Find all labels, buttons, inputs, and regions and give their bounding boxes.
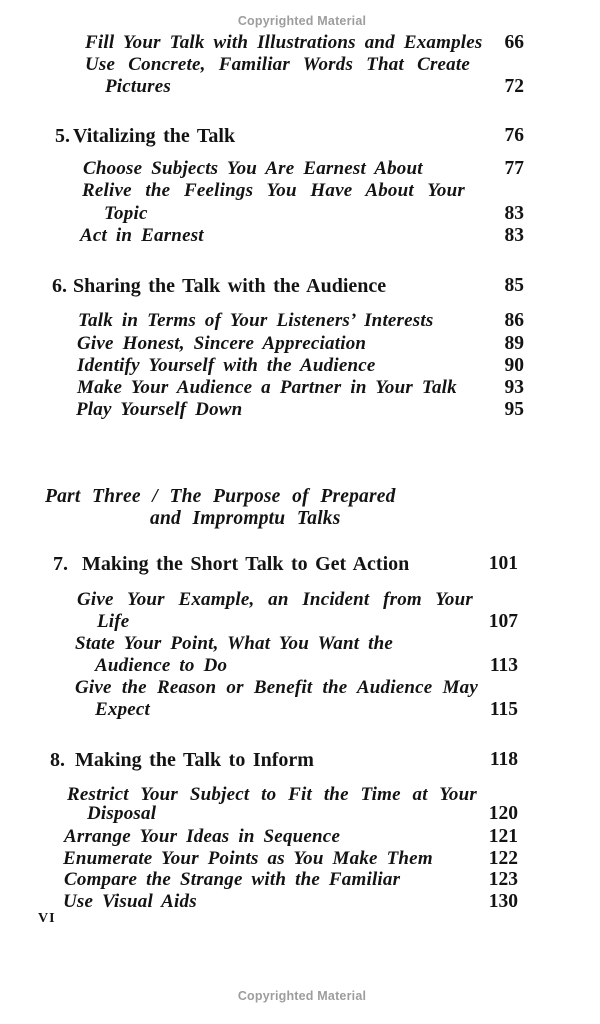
page-number: 121	[488, 826, 518, 847]
page-number: 120	[488, 803, 518, 824]
toc-entry: Give the Reason or Benefit the Audience May	[75, 677, 478, 698]
toc-entry: Compare the Strange with the Familiar	[64, 869, 401, 890]
page-number: 95	[504, 399, 524, 420]
page-number: 101	[488, 553, 518, 574]
copyright-watermark-bottom: Copyrighted Material	[237, 989, 367, 1003]
page-number: 113	[489, 655, 518, 676]
toc-entry: Act in Earnest	[80, 225, 204, 246]
page-number: 72	[504, 76, 524, 97]
toc-entry-continuation: Topic	[104, 203, 148, 224]
toc-entry: Give Your Example, an Incident from Your	[77, 589, 473, 610]
page-number: 130	[488, 891, 518, 912]
toc-entry: State Your Point, What You Want the	[75, 633, 394, 654]
toc-entry: Make Your Audience a Partner in Your Talk	[77, 377, 457, 398]
toc-entry: Fill Your Talk with Illustrations and Examples	[85, 32, 483, 53]
chapter-number: 8.	[50, 749, 65, 771]
chapter-title: Making the Talk to Inform	[75, 749, 314, 771]
page-number: 76	[504, 125, 524, 146]
toc-entry-continuation: Disposal	[87, 803, 157, 824]
page-number: 83	[504, 225, 524, 246]
toc-entry: Identify Yourself with the Audience	[77, 355, 376, 376]
part-heading-line1: Part Three / The Purpose of Prepared	[45, 486, 396, 507]
toc-entry-continuation: Expect	[95, 699, 151, 720]
toc-entry: Use Concrete, Familiar Words That Create	[85, 54, 470, 75]
toc-entry-continuation: Life	[97, 611, 130, 632]
page-number: 122	[488, 848, 518, 869]
page-folio: VI	[38, 911, 56, 926]
toc-entry: Give Honest, Sincere Appreciation	[77, 333, 367, 354]
part-heading-line2: and Impromptu Talks	[150, 508, 341, 529]
toc-entry: Enumerate Your Points as You Make Them	[63, 848, 433, 869]
toc-entry: Arrange Your Ideas in Sequence	[64, 826, 341, 847]
page-number: 66	[504, 32, 524, 53]
page-number: 93	[504, 377, 524, 398]
page-number: 77	[504, 158, 524, 179]
toc-entry: Play Yourself Down	[76, 399, 243, 420]
toc-entry: Use Visual Aids	[63, 891, 197, 912]
page-number: 83	[504, 203, 524, 224]
chapter-title: Making the Short Talk to Get Action	[82, 553, 410, 575]
page-number: 115	[489, 699, 518, 720]
page-number: 86	[504, 310, 524, 331]
page-number: 123	[488, 869, 518, 890]
toc-entry-continuation: Audience to Do	[95, 655, 228, 676]
page-number: 107	[488, 611, 518, 632]
chapter-title: Sharing the Talk with the Audience	[73, 275, 387, 297]
chapter-number: 6.	[52, 275, 67, 297]
toc-entry: Choose Subjects You Are Earnest About	[83, 158, 423, 179]
page-number: 89	[504, 333, 524, 354]
copyright-watermark-top: Copyrighted Material	[237, 14, 367, 28]
toc-entry: Restrict Your Subject to Fit the Time at Your	[67, 784, 477, 805]
chapter-number: 5.	[55, 125, 70, 147]
chapter-number: 7.	[53, 553, 68, 575]
toc-entry: Talk in Terms of Your Listeners’ Interests	[78, 310, 434, 331]
toc-entry: Relive the Feelings You Have About Your	[82, 180, 465, 201]
page-number: 118	[489, 749, 518, 770]
page-number: 85	[504, 275, 524, 296]
toc-entry-continuation: Pictures	[105, 76, 171, 97]
chapter-title: Vitalizing the Talk	[73, 125, 236, 147]
page-number: 90	[504, 355, 524, 376]
